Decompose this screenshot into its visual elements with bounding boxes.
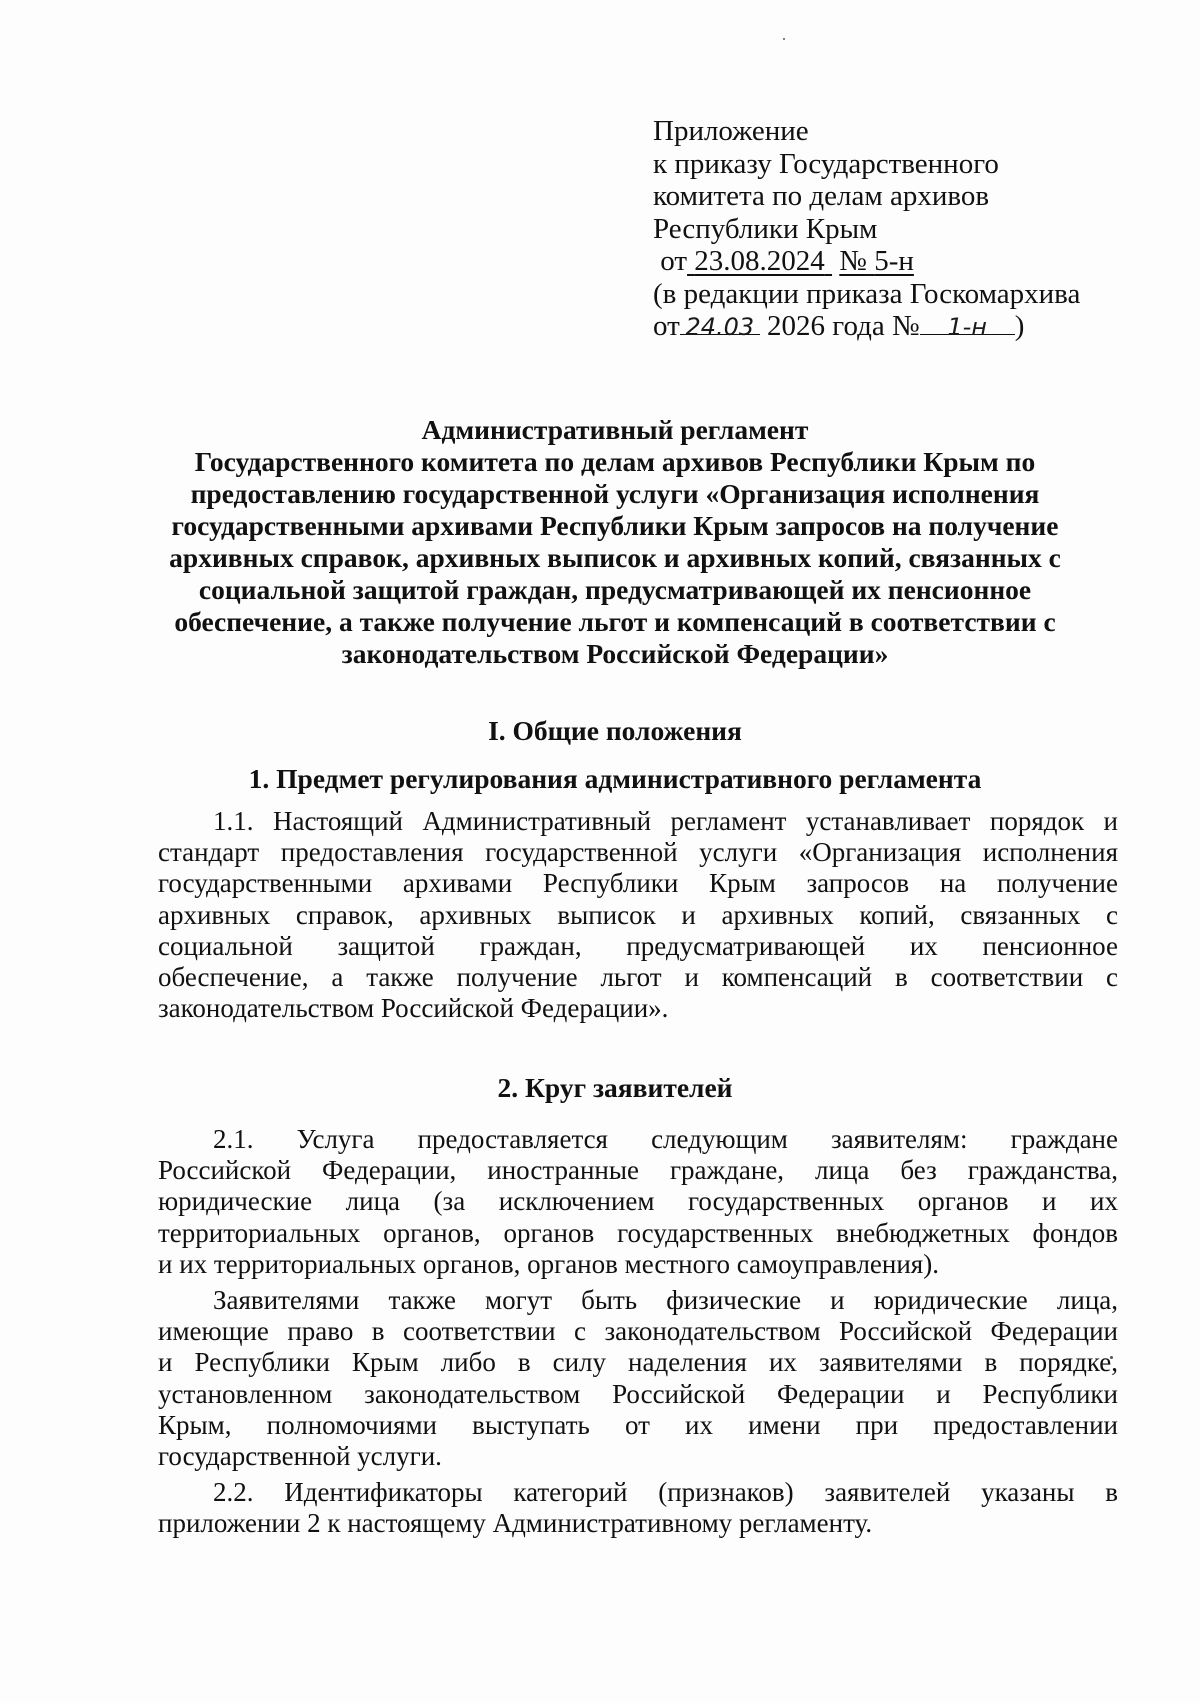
paragraph-line: обеспечение, а также получение льгот и компенсаций в соответствии с xyxy=(158,961,1118,992)
paragraph-2-2 xyxy=(158,1477,1118,1539)
title-line: архивных справок, архивных выписок и архивных копий, связанных с xyxy=(169,542,1061,573)
paragraph-line: приложении 2 к настоящему Административному регламенту. xyxy=(158,1508,873,1539)
paragraph-line: стандарт предоставления государственной услуги «Организация исполнения xyxy=(158,837,1118,868)
paragraph-line: имеющие право в соответствии с законодательством Российской Федерации xyxy=(158,1316,1118,1347)
title-line: государственными архивами Республики Крым запросов на получение xyxy=(171,510,1059,541)
paragraph-line: Заявителями также могут быть физические и юридические лица, xyxy=(213,1285,1118,1315)
paragraph-line: государственными архивами Республики Крым запросов на получение xyxy=(158,868,1118,899)
title-line: Административный регламент xyxy=(421,414,809,445)
subsection-heading: 1. Предмет регулирования административного регламента xyxy=(248,763,982,794)
scan-speck xyxy=(783,38,785,40)
paragraph-line: и их территориальных органов, органов местного самоуправления). xyxy=(158,1248,939,1279)
order-date: 23.08.2024 xyxy=(694,245,825,277)
paragraph-line: Российской Федерации, иностранные граждане, лица без гражданства, xyxy=(158,1155,1118,1186)
annex-block xyxy=(653,115,1123,343)
annex-line: (в редакции приказа Госкомархива xyxy=(653,277,1081,310)
paragraph-2-1 xyxy=(158,1124,1118,1280)
edition-date-line xyxy=(653,310,1123,343)
annex-line: Республики Крым xyxy=(653,212,878,245)
edition-prefix: от xyxy=(653,310,680,342)
paragraph-2-1-continued xyxy=(158,1285,1118,1472)
paragraph-line: 2.1. Услуга предоставляется следующим заявителям: граждане xyxy=(213,1124,1118,1154)
paragraph-line: архивных справок, архивных выписок и архивных копий, связанных с xyxy=(158,899,1118,930)
paragraph-line: социальной защитой граждан, предусматривающей их пенсионное xyxy=(158,930,1118,961)
paragraph-line: законодательством Российской Федерации». xyxy=(158,993,669,1024)
title-line: предоставлению государственной услуги «Организация исполнения xyxy=(190,478,1040,509)
title-line: обеспечение, а также получение льгот и компенсаций в соответствии с xyxy=(174,606,1056,637)
paragraph-line: и Республики Крым либо в силу наделения их заявителями в порядке, xyxy=(158,1347,1118,1378)
title-line: Государственного комитета по делам архивов Республики Крым по xyxy=(194,446,1036,477)
document-title xyxy=(150,414,1080,670)
annex-line: к приказу Государственного xyxy=(653,147,999,180)
title-line: социальной защитой граждан, предусматривающей их пенсионное xyxy=(198,574,1032,605)
handwritten-date: 24.03 xyxy=(680,310,760,335)
paragraph-line: территориальных органов, органов государственных внебюджетных фондов xyxy=(158,1217,1118,1248)
paragraph-line: государственной услуги. xyxy=(158,1440,442,1471)
edition-close: ) xyxy=(1014,310,1025,342)
edition-year: 2026 года № xyxy=(767,310,920,342)
annex-line: комитета по делам архивов xyxy=(653,180,990,212)
paragraph-1-1 xyxy=(158,806,1118,1024)
paragraph-line: 1.1. Настоящий Административный регламент устанавливает порядок и xyxy=(213,806,1118,836)
order-date-line xyxy=(653,245,1123,278)
date-prefix: от xyxy=(660,245,688,277)
order-number: № 5-н xyxy=(839,245,914,277)
title-line: законодательством Российской Федерации» xyxy=(341,638,889,669)
annex-line: Приложение xyxy=(653,115,809,147)
handwritten-number: 1-н xyxy=(920,310,1015,335)
section-heading: I. Общие положения xyxy=(488,715,742,746)
subsection-heading: 2. Круг заявителей xyxy=(497,1072,733,1103)
paragraph-line: Крым, полномочиями выступать от их имени при предоставлении xyxy=(158,1409,1118,1440)
paragraph-line: юридические лица (за исключением государственных органов и их xyxy=(158,1186,1118,1217)
paragraph-line: 2.2. Идентификаторы категорий (признаков) заявителей указаны в xyxy=(213,1477,1118,1507)
paragraph-line: установленном законодательством Российской Федерации и Республики xyxy=(158,1378,1118,1409)
